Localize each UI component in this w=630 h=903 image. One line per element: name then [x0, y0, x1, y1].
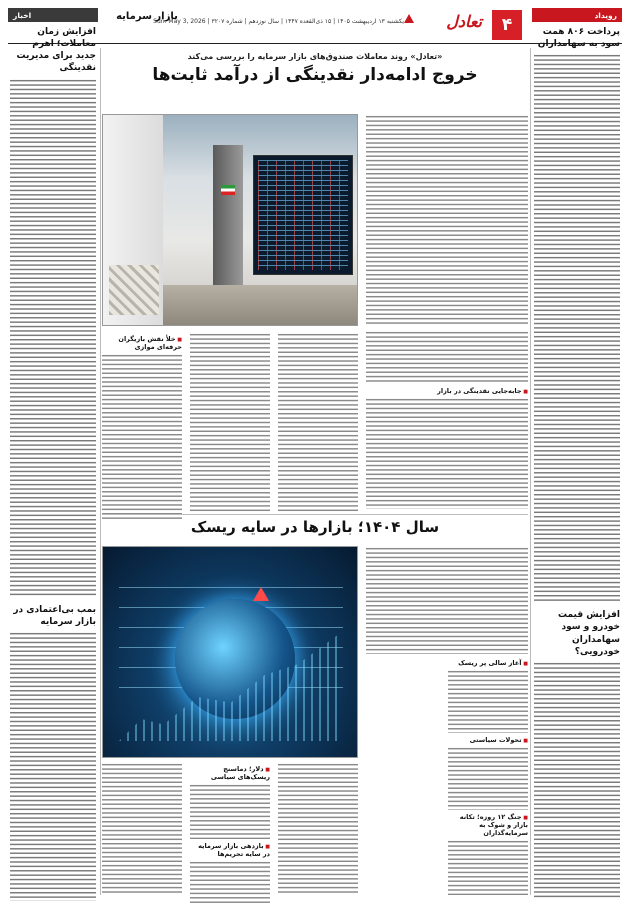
photo-ornament [109, 265, 159, 315]
globe-market-image [102, 546, 358, 758]
flag-icon [221, 185, 235, 195]
lead-text-continued [366, 330, 528, 384]
text-col-c-body [102, 353, 182, 519]
column-tag-events: رویداد [532, 8, 622, 22]
bottom-col-b-body2 [190, 860, 270, 903]
newspaper-logo: تعادل [446, 12, 482, 31]
section-divider [102, 514, 528, 515]
main-content [102, 48, 528, 895]
image-gridlines [119, 587, 343, 588]
page-number-badge: ۴ [492, 10, 522, 40]
lead-kicker: «تعادل» روند معاملات صندوق‌های بازار سرمایه را بررسی می‌کند [187, 52, 443, 61]
bottom-col-b-body1 [190, 783, 270, 839]
subhead-sanctions-return: ■ بازدهی بازار سرمایه در سایه تحریم‌ها [190, 842, 270, 858]
risk-col-right-body3 [448, 839, 528, 895]
lead-article-body [366, 114, 528, 326]
subhead-equity: ■ خلأ نقش بازیگران حرفه‌ای موازی [102, 335, 182, 351]
lead-text-block [366, 114, 528, 326]
subhead-dollar-thermometer: ■ دلار؛ دماسنج ریسک‌های سیاسی [190, 765, 270, 781]
left-column [8, 8, 98, 895]
text-col-b-body [190, 332, 270, 512]
right-story1-body [534, 53, 620, 601]
bottom-col-c [102, 762, 182, 894]
risk-col-right-body1 [448, 669, 528, 733]
dateline: یکشنبه ۱۳ اردیبهشت ۱۴۰۵ | ۱۵ ذی‌القعده ۱۴۴۷ | سال نوزدهم | شماره ۳۲۰۷ | Sun. May 3, 2026 [153, 18, 404, 25]
bottom-col-b [190, 762, 270, 894]
text-col-c [102, 332, 182, 512]
bottom-text-columns [102, 762, 358, 894]
lead-headline: خروج ادامه‌دار نقدینگی از درآمد ثابت‌ها [152, 65, 478, 85]
text-col-a [278, 332, 358, 512]
left-story1-body [10, 78, 96, 598]
right-story2-body [534, 661, 620, 899]
lower-text-columns [102, 332, 358, 452]
bottom-col-a [278, 762, 358, 894]
section-title: بازار سرمایه [116, 11, 178, 22]
inflow-section [366, 330, 528, 510]
risk-article-mid [366, 656, 528, 896]
right-story2-title: افزایش قیمت خودرو و سود سهامداران خودرویی؟ [557, 610, 620, 657]
subhead-policy-changes: ■ تحولات سیاستی [448, 736, 528, 744]
text-col-b [190, 332, 270, 512]
page-header [8, 8, 622, 44]
logo-mark-icon [404, 14, 414, 23]
inflow-body [366, 397, 528, 509]
risk-article-top [366, 546, 528, 654]
left-story1-title: افزایش زمان معاملات؛ اهرم جدید برای مدیریت نقدینگی [16, 27, 96, 74]
subhead-inflow: ■ جابه‌جایی نقدینگی در بازار [366, 387, 528, 395]
photo-ticker-board [253, 155, 353, 275]
right-column [532, 8, 622, 895]
header-divider [8, 43, 622, 45]
left-story2-title: بمب بی‌اعتمادی در بازار سرمایه [13, 604, 96, 627]
column-divider-left [100, 48, 101, 895]
column-divider-right [530, 48, 531, 895]
up-arrow-icon [253, 587, 269, 601]
right-story1-title: پرداخت ۸۰۶ همت سود به سهامداران [537, 27, 620, 50]
bottom-col-a-body [278, 762, 358, 894]
left-story2-body [10, 631, 96, 901]
risk-col-right-body2 [448, 746, 528, 810]
second-headline: سال ۱۴۰۴؛ بازارها در سایه ریسک [190, 518, 440, 536]
column-tag-news: اخبار [8, 8, 98, 22]
photo-floor [163, 285, 357, 325]
subhead-start-risky-year: ■ آغاز سالی پر ریسک [448, 659, 528, 667]
text-col-a-body [278, 332, 358, 512]
risk-article-top-body [366, 546, 528, 654]
subhead-12-day-war: ■ جنگ ۱۲ روزه؛ تکانه بازار و شوک به سرمایه‌گذاران [448, 813, 528, 837]
bottom-col-c-body [102, 762, 182, 894]
risk-col-right [448, 656, 528, 896]
stock-exchange-photo [102, 114, 358, 326]
